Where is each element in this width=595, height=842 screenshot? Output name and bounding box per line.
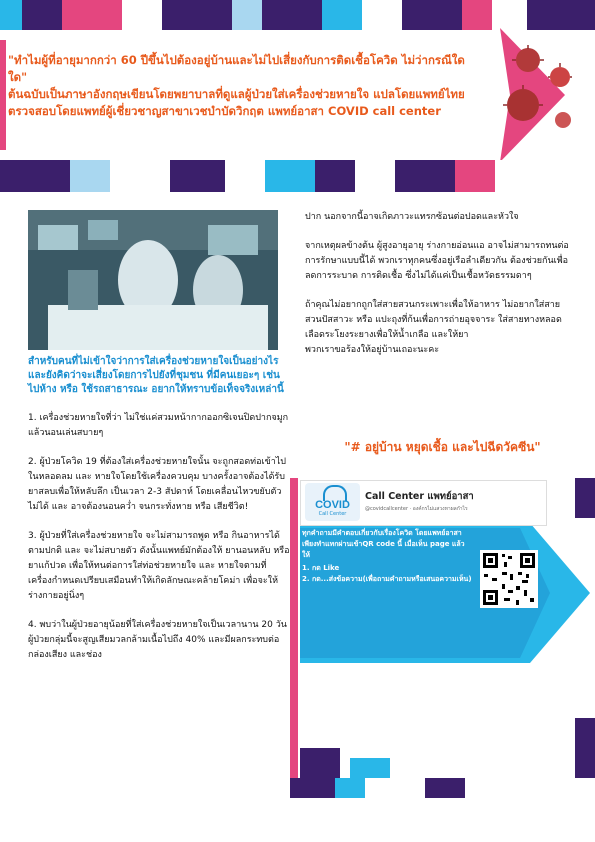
covid-callcenter-logo [305, 483, 360, 521]
right-paragraph-4: พวกเราขอร้องให้อยู่บ้านเถอะนะคะ [305, 345, 440, 355]
headline-credit: ต้นฉบับเป็นภาษาอังกฤษเขียนโดยพยาบาลที่ดูแลผู้ป่วยใส่เครื่องช่วยหายใจ แปลโดยแพทย์ไทยตรวจสอบโดยแพทย์ผู้เชี่ยวชาญสาขาเวชบำบัดวิกฤต แพทย์อาสา COVID call center [8, 87, 465, 118]
callcenter-step-1: 1. กด Like [302, 564, 340, 572]
bottom-color-stripe [290, 778, 595, 798]
logo-subtext: Call Center [318, 511, 347, 517]
right-paragraph-2: จากเหตุผลข้างต้น ผู้สูงอายุอายุ ร่างกายอ่อนแอ อาจไม่สามารถทนต่อการรักษาแบบนี้ได้ พวกเราทุกคนซึ่งอยู่เรือลำเดียวกัน ต้องช่วยกันเพื่อลดการระบาด การติดเชื้อ ซึ่งไม่ได้แค่เป็นเชื้อหวัดธรรมดาๆ [305, 241, 569, 281]
point-1: 1. เครื่องช่วยหายใจที่ว่า ไม่ใช่แค่สวมหน้ากากออกซิเจนปิดปากจมูกแล้วนอนเล่นสบายๆ [28, 413, 289, 438]
headline [8, 52, 468, 120]
right-column [305, 210, 573, 372]
slogan: "# อยู่บ้าน หยุดเชื้อ และไปฉีดวัคซีน" [344, 440, 541, 454]
callcenter-info-text: ทุกคำถามมีคำตอบเกี่ยวกับเรื่องโควิด โดยแพทย์อาสาเพียงทำแทกผ่านเข้าQR code นี้ เมื่อเห็น page แล้วให้ [302, 529, 465, 559]
headline-quote: "ทำไมผู้ที่อายุมากกว่า 60 ปีขึ้นไปต้องอยู่บ้านและไม่ไปเสี่ยงกับการติดเชื้อโควิด ไม่ว่ากรณีใดใด" [8, 53, 465, 84]
right-paragraph-1: ปาก นอกจากนี้อาจเกิดภาวะแทรกซ้อนต่อปอดและหัวใจ [305, 212, 519, 222]
callcenter-info [302, 528, 472, 585]
logo-text: COVID [315, 499, 350, 511]
callcenter-subtitle: @covidcallcenter · องค์กรไม่แสวงหาผลกำไร [365, 506, 468, 512]
point-4: 4. พบว่าในผู้ป่วยอายุน้อยที่ใส่เครื่องช่วยหายใจเป็นเวลานาน 20 วัน ผู้ป่วยกลุ่มนี้จะสูญเสียมวลกล้ามเนื้อไปถึง 40% และมีผลกระทบต่อ กล่องเสียง และช่อง [28, 620, 287, 660]
icu-photo [28, 210, 278, 350]
left-column [28, 355, 290, 677]
virus-illustration [498, 45, 588, 155]
intro-paragraph: สำหรับคนที่ไม่เข้าใจว่าการใส่เครื่องช่วยหายใจเป็นอย่างไร และยังคิดว่าจะเสี่ยงโดยการไปยังที่ชุมชน ที่มีคนเยอะๆ เช่น ไปห้าง หรือ ใช้รถสาธารณะ อยากให้ทราบข้อเท็จจริงเหล่านี้ [28, 356, 284, 395]
callcenter-header[interactable] [300, 480, 547, 526]
qr-code[interactable] [480, 550, 538, 608]
callcenter-title: Call Center แพทย์อาสา [365, 491, 474, 502]
right-paragraph-3: ถ้าคุณไม่อยากถูกใส่สายสวนกระเพาะเพื่อให้อาหาร ไม่อยากใส่สายสวนปัสสาวะ หรือ แปะถุงที่ก้นเพื่อการถ่ายอุจจาระ ใส่สายทางหลอดเลือดระโยงระยางเพื่อให้น้ำเกลือ และให้ยา [305, 300, 562, 340]
point-2: 2. ผู้ป่วยโควิด 19 ที่ต้องใส่เครื่องช่วยหายใจนั้น จะถูกสอดท่อเข้าไปในหลอดลม และ หายใจโดยใช้เครื่องควบคุม บางครั้งอาจต้องได้รับยาสลบเพื่อให้หลับลึก เป็นเวลา 2-3 สัปดาห์ โดยเคลื่อนไหวขยับตัวไม่ได้ และ อาจต้องนอนคว่ำ จนกระทั่งหาย หรือ เสียชีวิต! [28, 457, 287, 512]
banner-bottom-stripe [0, 160, 595, 192]
callcenter-step-2: 2. กด...ส่งข้อความ(เพื่อถามคำถามหรือเสนอความเห็น) [302, 575, 472, 583]
point-3: 3. ผู้ป่วยที่ใส่เครื่องช่วยหายใจ จะไม่สามารถพูด หรือ กินอาหารได้ตามปกติ และ จะไม่สบายตัว ดังนั้นแพทย์มักต้องให้ ยานอนหลับ หรือ ยาแก้ปวด เพื่อให้ทนต่อการใส่ท่อช่วยหายใจ และ หายใจตามที่เครื่องกำหนดเปรียบเสมือนทำให้เกิดลักษณะคล้ายโคม่า เพื่อจะให้ร่างกายอยู่นิ่งๆ [28, 531, 290, 601]
